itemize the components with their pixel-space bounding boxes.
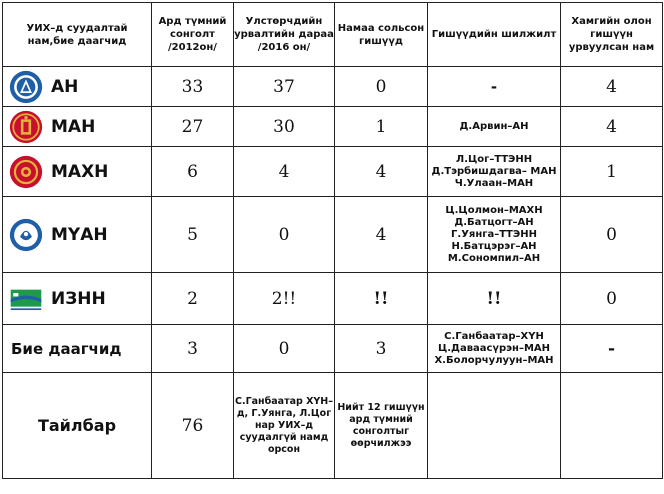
member-transfers [428,325,561,373]
member-transfer: Д.Батцогт–АН [454,216,534,228]
joined-count: 4 [335,197,428,273]
party-cell [3,273,152,325]
footer-row [3,373,663,479]
joined-count: 1 [335,107,428,147]
member-transfer: Д.Арвин–АН [459,120,529,132]
after-2016: 0 [234,197,335,273]
votes-2012: 2 [152,273,234,325]
votes-2012: 6 [152,147,234,197]
party-name: МАХН [51,161,109,182]
table-row [3,325,663,373]
member-transfers [428,197,561,273]
votes-2012: 3 [152,325,234,373]
votes-2012: 5 [152,197,234,273]
mongolian-national-democratic-party-logo-icon [9,218,43,252]
header-reason: Гишүүдийн шилжилт [428,3,561,67]
member-transfer: Ц.Цолмон–МАХН [445,204,543,216]
votes-2012: 27 [152,107,234,147]
header-party: УИХ–д суудалтай нам,бие даагчид [3,3,152,67]
democratic-party-logo-icon [9,70,43,104]
member-transfer: !! [486,288,502,309]
joined-count: 3 [335,325,428,373]
member-transfer: Ч.Улаан–МАН [454,177,534,189]
most-lost: - [561,325,663,373]
most-lost: 0 [561,273,663,325]
party-cell [3,325,152,373]
table-row [3,273,663,325]
party-cell [3,197,152,273]
table-row [3,67,663,107]
member-transfer: Ц.Даваасүрэн–МАН [437,342,551,354]
party-name: ИЗНН [51,288,106,309]
member-transfer: - [490,77,498,96]
after-2016: 30 [234,107,335,147]
member-transfer: Х.Болорчулуун–МАН [434,354,554,366]
after-2016: 2!! [234,273,335,325]
joined-count: 4 [335,147,428,197]
votes-2012: 33 [152,67,234,107]
footer-note-2: Нийт 12 гишүүн ард түмний сонголтыг өөрчилжээ [335,373,428,479]
party-name: Бие даагчид [11,339,122,358]
total-seats: 76 [152,373,234,479]
header-row [3,3,663,67]
footer-label: Тайлбар [3,373,152,479]
footer-empty-cell [561,373,663,479]
party-name: МҮАН [51,224,108,245]
party-name: АН [51,76,79,97]
most-lost: 4 [561,107,663,147]
member-transfers [428,147,561,197]
after-2016: 4 [234,147,335,197]
member-transfer: Г.Уянга–ТТЭНН [451,228,537,240]
table-row [3,197,663,273]
joined-count: 0 [335,67,428,107]
table-row [3,147,663,197]
member-transfer: Д.Тэрбишдагва– МАН [431,165,557,177]
party-cell [3,107,152,147]
member-transfers [428,273,561,325]
member-transfer: С.Ганбаатар–ХҮН [444,330,544,342]
most-lost: 4 [561,67,663,107]
party-cell [3,67,152,107]
member-transfers [428,107,561,147]
header-joined: Намаа сольсон гишүүд [335,3,428,67]
member-transfer: Н.Батцэрэг–АН [451,240,537,252]
civil-will-green-party-logo-icon [9,282,43,316]
mongolian-peoples-revolutionary-party-logo-icon [9,155,43,189]
party-name: МАН [51,116,96,137]
footer-empty-cell [428,373,561,479]
member-transfer: Л.Цог–ТТЭНН [455,153,533,165]
joined-count: !! [335,273,428,325]
footer-note-1: С.Ганбаатар ХҮН–д, Г.Уянга, Л.Цог нар УИХ–д суудалгүй намд орсон [234,373,335,479]
header-most-lost: Хамгийн олон гишүүн урвуулсан нам [561,3,663,67]
table-row [3,107,663,147]
header-after-2016: Улстөрчдийн урвалтийн дараа /2016 он/ [234,3,335,67]
mongolian-peoples-party-logo-icon [9,110,43,144]
header-votes-2012: Ард түмний сонголт /2012он/ [152,3,234,67]
member-transfers [428,67,561,107]
after-2016: 37 [234,67,335,107]
party-cell [3,147,152,197]
after-2016: 0 [234,325,335,373]
most-lost: 1 [561,147,663,197]
party-defection-table [2,2,663,479]
member-transfer: М.Сономпил–АН [447,252,541,264]
most-lost: 0 [561,197,663,273]
